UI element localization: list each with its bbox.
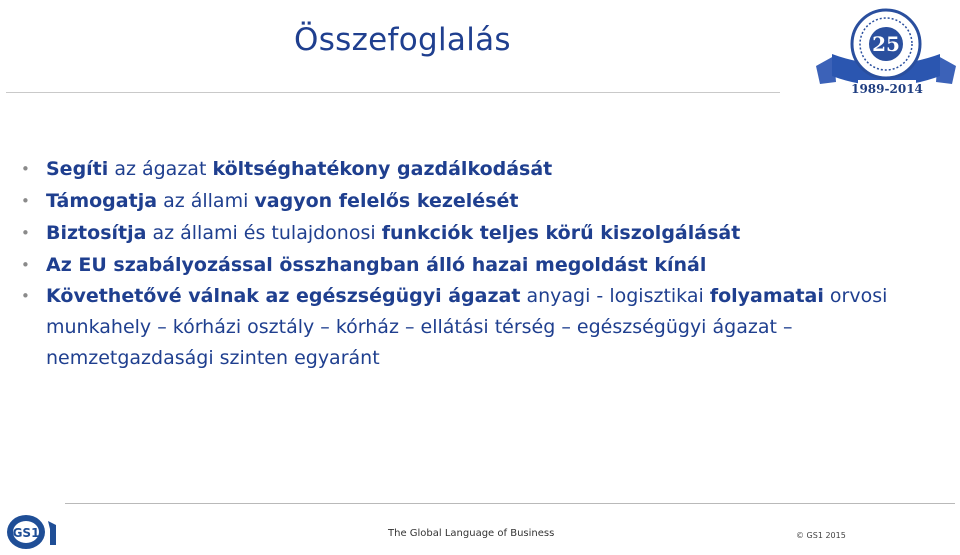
bullet-dot-icon: •: [21, 192, 30, 210]
bullet-text: Követhetővé válnak az egészségügyi ágazat anyagi - logisztikai folyamatai orvosi munkahely – kórházi osztály – kórház – ellátási térség – egészségügyi ágazat – nemzetgazdasági szinten egyaránt: [46, 285, 888, 369]
bullet-item: [18, 249, 948, 281]
slide-title: Összefoglalás: [294, 22, 511, 58]
bullet-dot-icon: •: [21, 224, 30, 242]
bullet-item: [18, 185, 948, 217]
footer-copyright: © GS1 2015: [796, 531, 846, 540]
bullet-dot-icon: •: [21, 256, 30, 274]
bullet-item: [18, 217, 948, 249]
footer-tagline: The Global Language of Business: [388, 528, 555, 539]
footer-divider: [65, 503, 955, 504]
bullet-item: [18, 281, 948, 374]
badge-years: 1989-2014: [851, 82, 923, 96]
bullet-item: [18, 153, 948, 185]
bullet-text: Biztosítja az állami és tulajdonosi funkciók teljes körű kiszolgálását: [46, 222, 741, 244]
anniversary-badge-icon: [812, 4, 960, 100]
bullet-text: Támogatja az állami vagyon felelős kezelését: [46, 190, 519, 212]
badge-number: 25: [872, 32, 900, 56]
bullet-text: Segíti az ágazat költséghatékony gazdálkodását: [46, 158, 553, 180]
title-divider: [6, 92, 780, 93]
bullet-dot-icon: •: [21, 160, 30, 178]
gs1-logo-icon: [4, 511, 66, 551]
bullet-text: Az EU szabályozással összhangban álló hazai megoldást kínál: [46, 254, 707, 276]
logo-text: GS1: [12, 526, 40, 540]
bullet-dot-icon: •: [21, 287, 30, 305]
summary-bullet-list: [18, 153, 948, 374]
